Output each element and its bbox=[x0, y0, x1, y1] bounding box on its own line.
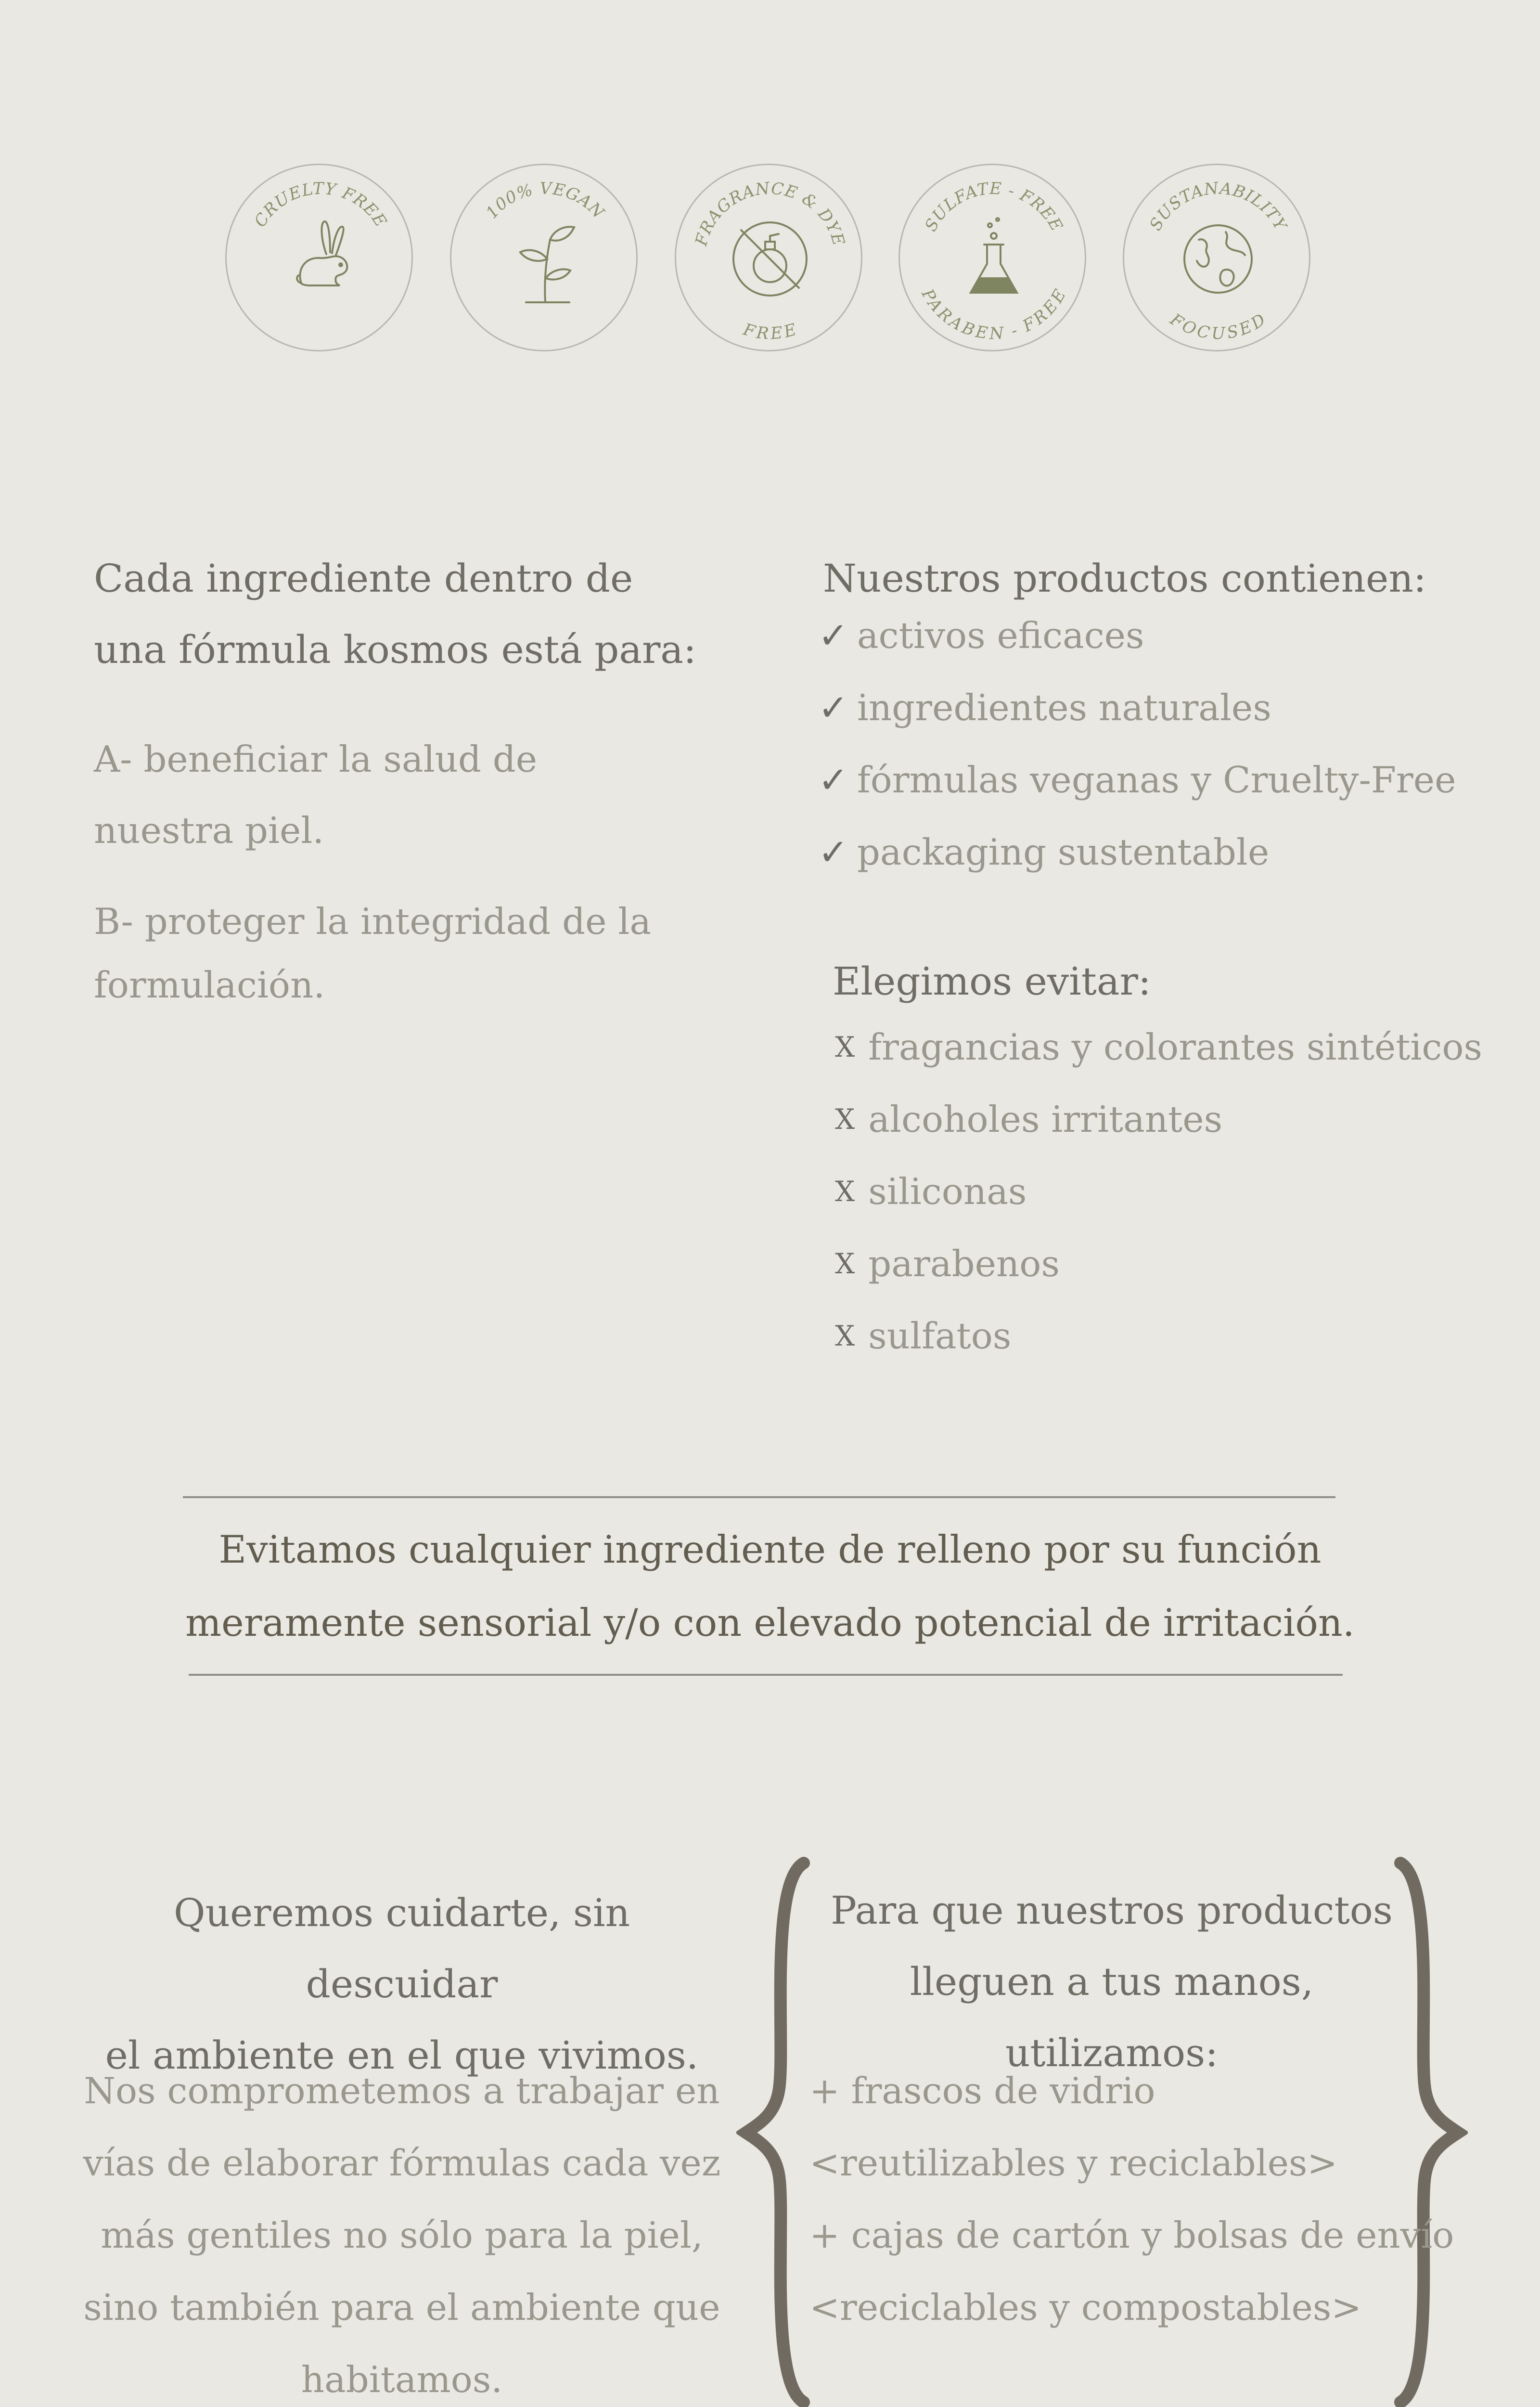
badge-vegan bbox=[450, 164, 638, 351]
list-item: ✓ ingredientes naturales bbox=[818, 672, 1530, 744]
rabbit-icon bbox=[272, 211, 369, 307]
check-icon: ✓ bbox=[818, 759, 848, 801]
list-item: X fragancias y colorantes sintéticos bbox=[835, 1011, 1533, 1083]
list-item: <reciclables y compostables> bbox=[809, 2286, 1362, 2329]
badge-sulfate-paraben-free bbox=[898, 164, 1086, 351]
globe-icon bbox=[1170, 211, 1266, 307]
badge-top-text: 100% VEGAN bbox=[482, 179, 608, 223]
badge-bottom-text: FOCUSED bbox=[1167, 310, 1270, 344]
plant-icon bbox=[497, 211, 593, 307]
list-item: X parabenos bbox=[835, 1228, 1533, 1300]
list-item: X sulfatos bbox=[835, 1300, 1533, 1372]
badge-bottom-text: FREE bbox=[741, 320, 799, 344]
check-icon: ✓ bbox=[818, 614, 848, 657]
badge-top-text: CRUELTY FREE bbox=[250, 179, 391, 231]
badge-top-text: FRAGRANCE & DYE bbox=[692, 179, 848, 248]
list-item: <reutilizables y reciclables> bbox=[809, 2142, 1338, 2184]
x-icon: X bbox=[835, 1320, 855, 1352]
list-item: + frascos de vidrio bbox=[809, 2070, 1155, 2112]
svg-text:FREE bbox=[741, 320, 799, 343]
callout-text: Evitamos cualquier ingrediente de relleno por su función meramente sensorial y/o con elevado potencial de irritación. bbox=[185, 1527, 1355, 1645]
list-item: ✓ packaging sustentable bbox=[818, 816, 1530, 888]
care-heading: Queremos cuidarte, sin descuidar el ambiente en el que vivimos. bbox=[105, 1890, 699, 2078]
list-item: X siliconas bbox=[835, 1155, 1533, 1228]
list-item: + cajas de cartón y bolsas de envío bbox=[809, 2214, 1454, 2256]
badge-top-text: SULFATE - FREE bbox=[921, 179, 1066, 235]
purpose-heading: Cada ingrediente dentro de una fórmula kosmos está para: bbox=[94, 556, 696, 672]
care-body: Nos comprometemos a trabajar en vías de elaborar fórmulas cada vez más gentiles no sólo para la piel, sino también para el ambiente que habitamos. bbox=[83, 2070, 721, 2401]
list-item: X alcoholes irritantes bbox=[835, 1083, 1533, 1155]
avoid-list bbox=[835, 1011, 1533, 1372]
badge-cruelty-free bbox=[225, 164, 413, 351]
badge-fragrance-dye-free bbox=[675, 164, 862, 351]
contains-list bbox=[818, 599, 1530, 888]
purpose-a: A- beneficiar la salud de nuestra piel. bbox=[94, 738, 538, 852]
contains-heading: Nuestros productos contienen: bbox=[823, 556, 1426, 601]
divider-bottom bbox=[189, 1674, 1343, 1676]
x-icon: X bbox=[835, 1247, 855, 1280]
packaging-list bbox=[809, 2055, 1454, 2343]
check-icon: ✓ bbox=[818, 831, 848, 873]
svg-text:FOCUSED bbox=[1166, 310, 1270, 343]
avoid-heading: Elegimos evitar: bbox=[833, 959, 1151, 1004]
perfume-bottle-icon bbox=[722, 211, 818, 307]
packaging-heading: Para que nuestros productos lleguen a tus manos, utilizamos: bbox=[831, 1888, 1393, 2075]
flask-icon bbox=[946, 211, 1042, 307]
badge-sustainability bbox=[1123, 164, 1310, 351]
badge-bottom-text: PARABEN - FREE bbox=[917, 285, 1070, 344]
divider-top bbox=[183, 1496, 1335, 1498]
list-item: ✓ fórmulas veganas y Cruelty-Free bbox=[818, 744, 1530, 816]
purpose-b: B- proteger la integridad de la formulación. bbox=[94, 900, 652, 1006]
x-icon: X bbox=[835, 1103, 855, 1136]
check-icon: ✓ bbox=[818, 686, 848, 729]
x-icon: X bbox=[835, 1031, 855, 1063]
badge-top-text: SUSTANABILITY bbox=[1145, 179, 1291, 234]
list-item: ✓ activos eficaces bbox=[818, 599, 1530, 672]
x-icon: X bbox=[835, 1175, 855, 1208]
